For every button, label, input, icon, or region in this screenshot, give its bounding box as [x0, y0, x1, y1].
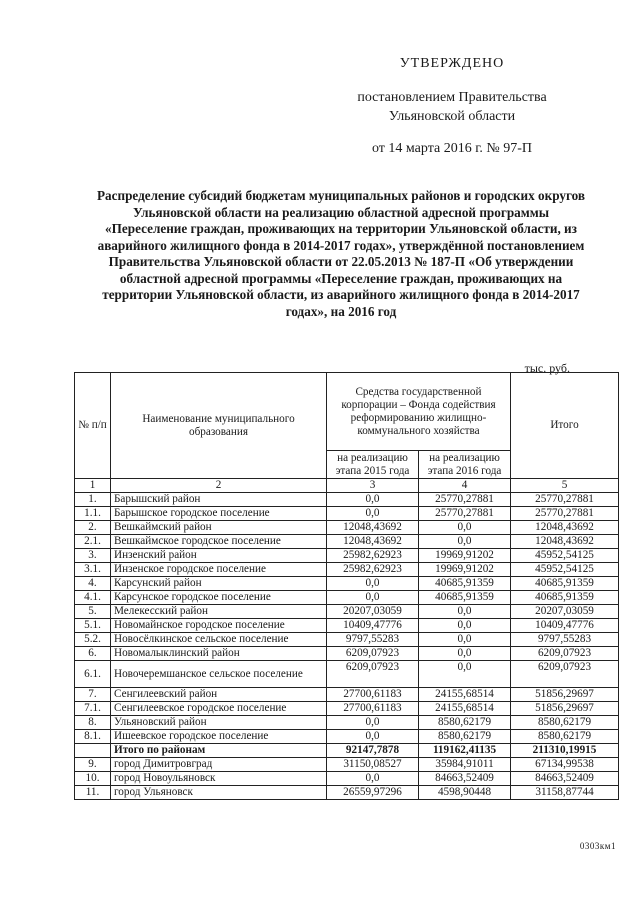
value-2015: 26559,97296 [327, 786, 419, 800]
row-name: Карсунский район [111, 577, 327, 591]
value-total: 40685,91359 [511, 577, 619, 591]
row-name: Мелекесский район [111, 605, 327, 619]
value-total: 10409,47776 [511, 619, 619, 633]
value-2015: 6209,07923 [327, 647, 419, 661]
row-number: 1.1. [75, 507, 111, 521]
row-number [75, 744, 111, 758]
table-row [75, 661, 619, 688]
value-2015: 25982,62923 [327, 549, 419, 563]
header-stage-2015: на реализацию этапа 2015 года [327, 451, 419, 479]
value-2016: 25770,27881 [419, 507, 511, 521]
column-number: 5 [511, 479, 619, 493]
value-2016: 35984,91011 [419, 758, 511, 772]
table-body [75, 493, 619, 800]
value-total: 51856,29697 [511, 688, 619, 702]
value-2016: 0,0 [419, 535, 511, 549]
approval-date: от 14 марта 2016 г. № 97-П [371, 141, 533, 156]
value-total: 51856,29697 [511, 702, 619, 716]
row-name: Ульяновский район [111, 716, 327, 730]
value-2016: 0,0 [419, 633, 511, 647]
row-name: Новочеремшанское сельское поселение [111, 661, 327, 688]
header-total: Итого [511, 373, 619, 479]
column-number: 3 [327, 479, 419, 493]
footer-code: 0303км1 [579, 841, 616, 851]
value-2015: 12048,43692 [327, 521, 419, 535]
value-total: 8580,62179 [511, 730, 619, 744]
table-row [75, 493, 619, 507]
table-total-row [75, 744, 619, 758]
row-number: 5.1. [75, 619, 111, 633]
column-number: 1 [75, 479, 111, 493]
value-2015: 12048,43692 [327, 535, 419, 549]
row-name: Инзенское городское поселение [111, 563, 327, 577]
value-2016: 19969,91202 [419, 549, 511, 563]
value-total: 31158,87744 [511, 786, 619, 800]
row-name: город Димитровград [111, 758, 327, 772]
table-row [75, 577, 619, 591]
value-2016: 4598,90448 [419, 786, 511, 800]
row-number: 4.1. [75, 591, 111, 605]
table-row [75, 758, 619, 772]
value-total: 8580,62179 [511, 716, 619, 730]
document-title: Распределение субсидий бюджетам муниципальных районов и городских округов Ульяновской области на реализацию областной адресной программы «Переселение граждан, проживающих на территории Ульяновской области, из аварийного жилищного фонда в 2014-2017 годах», утверждённой постановлением Правительства Ульяновской области от 22.05.2013 № 187-П «Об утверждении областной адресной программы «Переселение граждан, проживающих на территории Ульяновской области, из аварийного жилищного фонда в 2014-2017 годах», на 2016 год [96, 188, 586, 319]
value-2015: 10409,47776 [327, 619, 419, 633]
value-total: 12048,43692 [511, 535, 619, 549]
row-number: 6.1. [75, 661, 111, 688]
table-row [75, 633, 619, 647]
value-2015: 0,0 [327, 716, 419, 730]
approval-stamp [322, 54, 582, 158]
value-total: 20207,03059 [511, 605, 619, 619]
value-2015: 0,0 [327, 507, 419, 521]
subsidy-table [74, 372, 619, 800]
approval-title: УТВЕРЖДЕНО [399, 56, 505, 71]
table-row [75, 730, 619, 744]
table-row [75, 772, 619, 786]
header-num: № п/п [75, 373, 111, 479]
row-name: Вешкаймское городское поселение [111, 535, 327, 549]
table-row [75, 605, 619, 619]
row-name: город Новоульяновск [111, 772, 327, 786]
value-2015: 0,0 [327, 591, 419, 605]
value-total: 6209,07923 [511, 661, 619, 688]
value-total: 67134,99538 [511, 758, 619, 772]
value-2016: 119162,41135 [419, 744, 511, 758]
table-row [75, 619, 619, 633]
value-total: 9797,55283 [511, 633, 619, 647]
value-total: 25770,27881 [511, 493, 619, 507]
row-number: 3.1. [75, 563, 111, 577]
approval-line-2: Ульяновской области [388, 109, 516, 124]
row-number: 2.1. [75, 535, 111, 549]
row-name: Новосёлкинское сельское поселение [111, 633, 327, 647]
value-total: 45952,54125 [511, 549, 619, 563]
value-2015: 25982,62923 [327, 563, 419, 577]
row-name: Новомалыклинский район [111, 647, 327, 661]
value-total: 6209,07923 [511, 647, 619, 661]
row-number: 5. [75, 605, 111, 619]
row-name: Сенгилеевское городское поселение [111, 702, 327, 716]
table-row [75, 702, 619, 716]
value-2016: 0,0 [419, 619, 511, 633]
table-row [75, 507, 619, 521]
column-numbers-row [75, 479, 619, 493]
table-row [75, 786, 619, 800]
value-2015: 20207,03059 [327, 605, 419, 619]
row-number: 8. [75, 716, 111, 730]
value-2015: 27700,61183 [327, 688, 419, 702]
row-name: Сенгилеевский район [111, 688, 327, 702]
row-name: Барышский район [111, 493, 327, 507]
table-row [75, 563, 619, 577]
units-label: тыс. руб. [524, 361, 570, 375]
table-row [75, 535, 619, 549]
row-number: 2. [75, 521, 111, 535]
value-2015: 0,0 [327, 730, 419, 744]
table-row [75, 688, 619, 702]
table-row [75, 591, 619, 605]
value-total: 45952,54125 [511, 563, 619, 577]
row-number: 6. [75, 647, 111, 661]
value-2016: 0,0 [419, 661, 511, 688]
value-2015: 6209,07923 [327, 661, 419, 688]
approval-line-1: постановлением Правительства [357, 90, 547, 105]
value-2015: 0,0 [327, 493, 419, 507]
row-name: Барышское городское поселение [111, 507, 327, 521]
row-name: Итого по районам [111, 744, 327, 758]
row-number: 11. [75, 786, 111, 800]
value-2016: 84663,52409 [419, 772, 511, 786]
row-number: 10. [75, 772, 111, 786]
row-name: город Ульяновск [111, 786, 327, 800]
row-number: 5.2. [75, 633, 111, 647]
value-total: 25770,27881 [511, 507, 619, 521]
table-row [75, 549, 619, 563]
row-number: 1. [75, 493, 111, 507]
value-2016: 24155,68514 [419, 702, 511, 716]
table-row [75, 716, 619, 730]
row-number: 9. [75, 758, 111, 772]
value-2016: 40685,91359 [419, 577, 511, 591]
value-2015: 0,0 [327, 577, 419, 591]
value-2016: 25770,27881 [419, 493, 511, 507]
row-name: Вешкаймский район [111, 521, 327, 535]
header-stage-2016: на реализацию этапа 2016 года [419, 451, 511, 479]
row-number: 3. [75, 549, 111, 563]
value-2016: 8580,62179 [419, 730, 511, 744]
header-fund: Средства государственной корпорации – Фонда содействия реформированию жилищно-коммунального хозяйства [327, 373, 511, 451]
value-2016: 40685,91359 [419, 591, 511, 605]
row-number: 7.1. [75, 702, 111, 716]
row-name: Ишеевское городское поселение [111, 730, 327, 744]
value-2015: 27700,61183 [327, 702, 419, 716]
value-2016: 0,0 [419, 605, 511, 619]
value-2015: 9797,55283 [327, 633, 419, 647]
value-2016: 24155,68514 [419, 688, 511, 702]
column-number: 4 [419, 479, 511, 493]
value-2016: 8580,62179 [419, 716, 511, 730]
row-name: Новомайнское городское поселение [111, 619, 327, 633]
table-row [75, 647, 619, 661]
value-total: 211310,19915 [511, 744, 619, 758]
table-row [75, 521, 619, 535]
header-name: Наименование муниципального образования [111, 373, 327, 479]
row-number: 7. [75, 688, 111, 702]
row-number: 4. [75, 577, 111, 591]
value-2015: 31150,08527 [327, 758, 419, 772]
row-name: Инзенский район [111, 549, 327, 563]
value-2015: 0,0 [327, 772, 419, 786]
value-total: 84663,52409 [511, 772, 619, 786]
value-2015: 92147,7878 [327, 744, 419, 758]
row-number: 8.1. [75, 730, 111, 744]
column-number: 2 [111, 479, 327, 493]
value-2016: 0,0 [419, 647, 511, 661]
value-2016: 0,0 [419, 521, 511, 535]
value-total: 40685,91359 [511, 591, 619, 605]
row-name: Карсунское городское поселение [111, 591, 327, 605]
value-2016: 19969,91202 [419, 563, 511, 577]
value-total: 12048,43692 [511, 521, 619, 535]
